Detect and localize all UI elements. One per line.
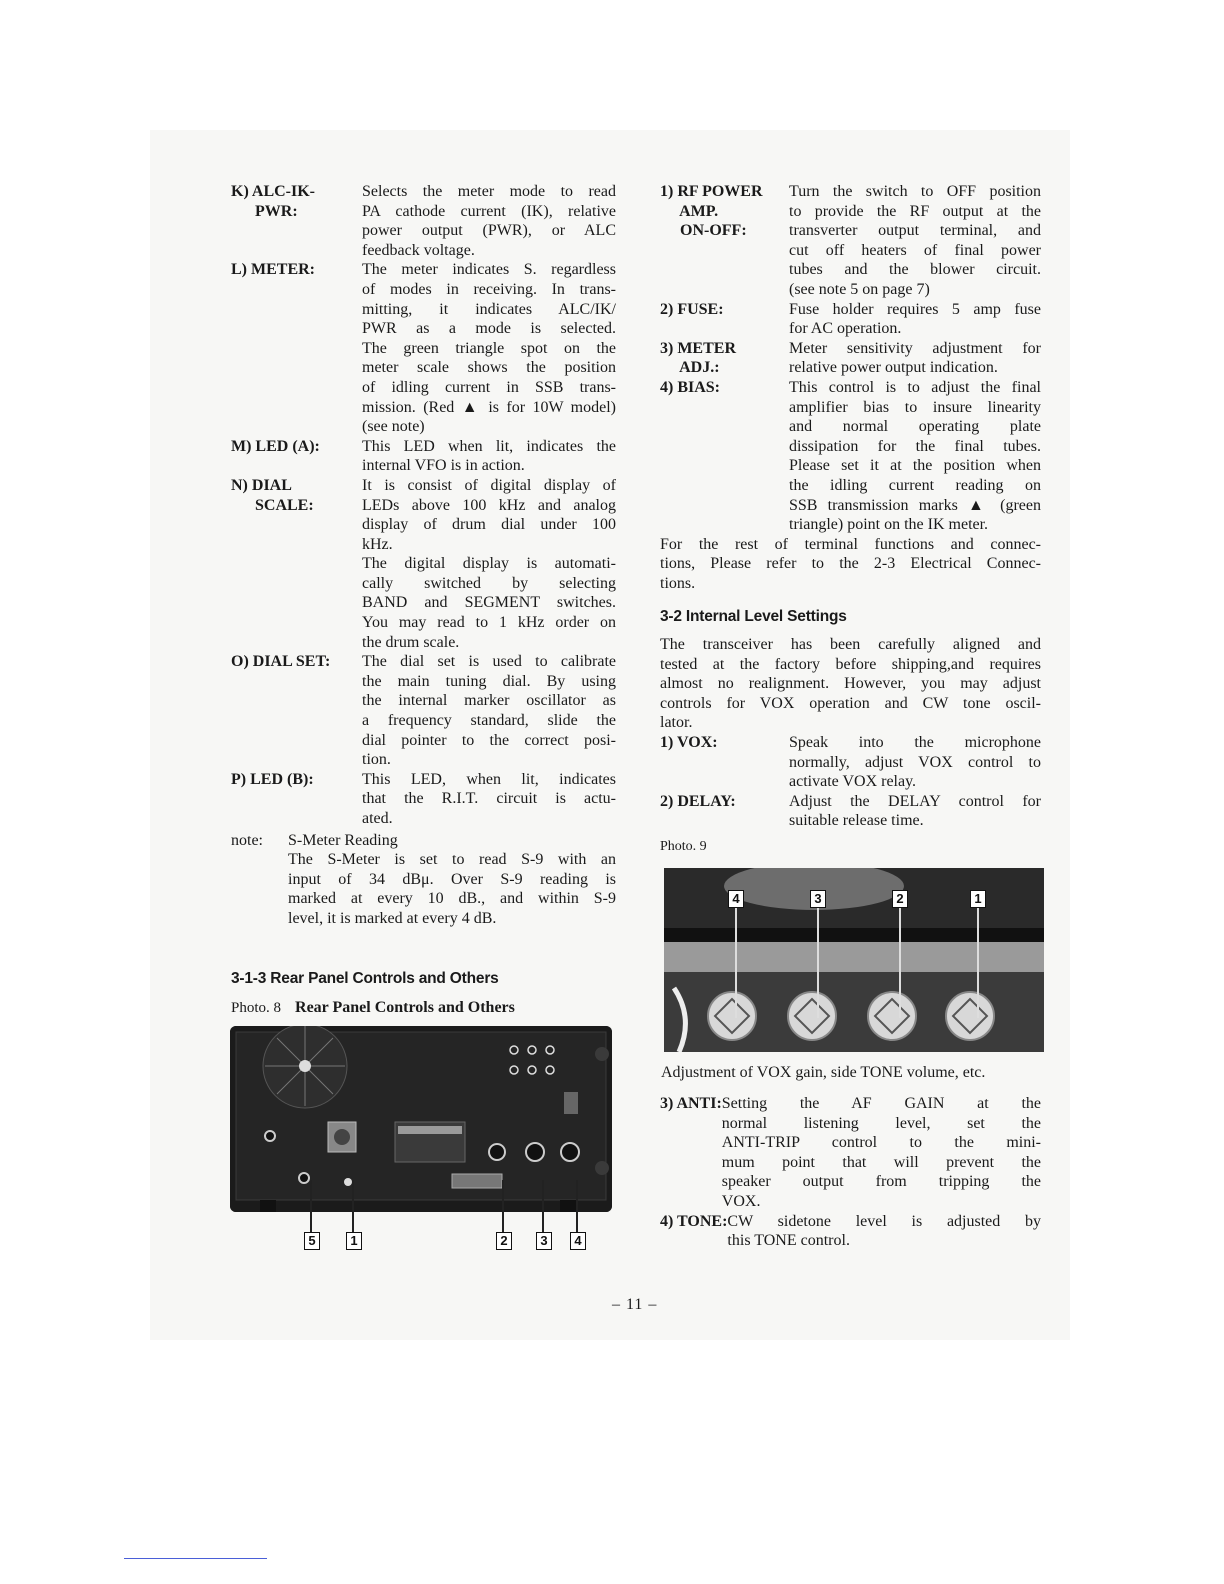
description-line: internal VFO is in action. <box>362 457 525 475</box>
term-line: ADJ.: <box>660 359 720 377</box>
right-item <box>660 1094 1041 1212</box>
left-item <box>231 770 616 829</box>
photo9-callout-1: 1 <box>970 890 986 908</box>
description-line: The green triangle spot on the <box>362 339 616 357</box>
description-line: power output (PWR), or ALC <box>362 222 616 240</box>
right-description <box>722 1094 1041 1212</box>
right-definition-list-2 <box>660 733 1041 831</box>
paragraph-line: tions. <box>660 574 696 592</box>
right-column <box>660 182 1041 857</box>
section-heading-internal-level: 3-2 Internal Level Settings <box>660 608 847 626</box>
right-description <box>727 1212 1041 1251</box>
photo8-callout-1: 1 <box>346 1232 362 1250</box>
paragraph-line: tions, Please refer to the 2-3 Electrical Connec- <box>660 555 1041 573</box>
term-line: N) DIAL <box>231 476 292 494</box>
description-line: The dial set is used to calibrate <box>362 653 616 671</box>
note-text <box>288 850 616 928</box>
right-definition-list-3 <box>660 1094 1041 1251</box>
note-label: note: <box>231 831 263 849</box>
photo9-caption: Adjustment of VOX gain, side TONE volume, etc. <box>661 1064 986 1081</box>
right-item <box>660 339 1041 378</box>
right-item <box>660 1212 1041 1251</box>
description-line: kHz. <box>362 535 393 553</box>
description-line: Adjust the DELAY control for <box>789 792 1041 810</box>
description-line: the idling current reading on <box>789 476 1041 494</box>
left-definition-list <box>231 182 616 829</box>
description-line: dissipation for the final tubes. <box>789 437 1041 455</box>
description-line: (see note) <box>362 418 425 436</box>
note-line: The S-Meter is set to read S-9 with an <box>288 851 616 869</box>
right-term <box>660 1094 722 1212</box>
section-heading-rear-panel: 3-1-3 Rear Panel Controls and Others <box>231 969 499 987</box>
description-line: This LED when lit, indicates the <box>362 437 616 455</box>
internal-controls-illustration <box>664 868 1044 1052</box>
description-line: normally, adjust VOX control to <box>789 753 1041 771</box>
description-line: mitting, it indicates ALC/IK/ <box>362 300 616 318</box>
description-line: meter scale shows the position <box>362 359 616 377</box>
paragraph-line: controls for VOX operation and CW tone oscil- <box>660 694 1041 712</box>
right-description <box>789 378 1041 535</box>
description-line: This LED, when lit, indicates <box>362 770 616 788</box>
right-item <box>660 733 1041 792</box>
description-line: that the R.I.T. circuit is actu- <box>362 790 616 808</box>
photo9-callout-3: 3 <box>810 890 826 908</box>
term-line: 1) VOX: <box>660 734 718 752</box>
term-line: 1) RF POWER <box>660 183 763 200</box>
description-line: a frequency standard, slide the <box>362 712 616 730</box>
paragraph-line: almost no realignment. However, you may adjust <box>660 675 1041 693</box>
left-item <box>231 182 616 260</box>
photo9-callout-4: 4 <box>728 890 744 908</box>
description-line: (see note 5 on page 7) <box>789 280 930 298</box>
description-line: Setting the AF GAIN at the <box>721 1095 1041 1112</box>
description-line: mission. (Red ▲ is for 10W model) <box>362 398 616 416</box>
paragraph-line: tested at the factory before shipping,and requires <box>660 655 1041 673</box>
note-title: S-Meter Reading <box>288 831 398 849</box>
right-description <box>789 182 1041 300</box>
description-line: The digital display is automati- <box>362 555 616 573</box>
description-line: relative power output indication. <box>789 359 998 377</box>
callout-leader-line <box>817 908 819 1018</box>
left-description <box>362 476 616 652</box>
left-description <box>362 437 616 476</box>
description-line: LEDs above 100 kHz and analog <box>362 496 616 514</box>
term-line: AMP. <box>660 202 719 220</box>
right-column-bottom <box>660 1094 1041 1251</box>
description-line: for AC operation. <box>789 320 902 338</box>
right-description <box>789 300 1041 339</box>
description-line: It is consist of digital display of <box>362 476 616 494</box>
left-term <box>231 476 362 652</box>
description-line: speaker output from tripping the <box>721 1173 1041 1191</box>
description-line: amplifier bias to insure linearity <box>789 398 1041 416</box>
right-definition-list <box>660 182 1041 535</box>
left-term <box>231 260 362 436</box>
term-line: 2) FUSE: <box>660 300 724 318</box>
internal-controls-photo <box>664 868 1044 1052</box>
description-line: Fuse holder requires 5 amp fuse <box>789 300 1041 318</box>
term-line: M) LED (A): <box>231 437 320 455</box>
term-line: O) DIAL SET: <box>231 653 331 671</box>
description-line: Please set it at the position when <box>789 457 1041 475</box>
callout-leader-line <box>977 908 979 1018</box>
right-term <box>660 378 789 535</box>
callout-leader-line <box>735 908 737 1018</box>
left-item <box>231 476 616 652</box>
description-line: of modes in receiving. In trans- <box>362 280 616 298</box>
right-description <box>789 792 1041 831</box>
left-item <box>231 652 616 770</box>
term-line: K) ALC-IK- <box>231 183 315 200</box>
photo9-label: Photo. 9 <box>660 839 707 854</box>
right-description <box>789 339 1041 378</box>
description-line: CW sidetone level is adjusted by <box>727 1212 1041 1230</box>
photo8-label: Photo. 8 <box>231 1000 282 1017</box>
right-item <box>660 300 1041 339</box>
description-line: BAND and SEGMENT switches. <box>362 594 616 612</box>
left-item <box>231 260 616 436</box>
right-item <box>660 378 1041 535</box>
callout-leader-line <box>576 1180 578 1232</box>
rear-panel-photo <box>230 1026 612 1212</box>
note-line: input of 34 dBμ. Over S-9 reading is <box>288 870 616 888</box>
description-line: display of drum dial under 100 <box>362 516 616 534</box>
left-column <box>231 182 616 1019</box>
callout-leader-line <box>502 1180 504 1232</box>
right-term <box>660 300 789 339</box>
description-line: PA cathode current (IK), relative <box>362 202 616 220</box>
paragraph-line: lator. <box>660 714 693 732</box>
right-term <box>660 1212 727 1251</box>
note-block <box>231 831 616 929</box>
left-description <box>362 770 616 829</box>
left-term <box>231 770 362 829</box>
description-line: the main tuning dial. By using <box>362 672 616 690</box>
note-line: level, it is marked at every 4 dB. <box>288 909 497 927</box>
description-line: tubes and the blower circuit. <box>789 261 1041 279</box>
description-line: Selects the meter mode to read <box>362 183 616 200</box>
right-item <box>660 792 1041 831</box>
description-line: activate VOX relay. <box>789 773 917 791</box>
term-line: L) METER: <box>231 261 315 279</box>
description-line: Speak into the microphone <box>789 734 1041 752</box>
right-item <box>660 182 1041 300</box>
left-item <box>231 437 616 476</box>
page-number: – 11 – <box>612 1296 658 1313</box>
right-term <box>660 182 789 300</box>
description-line: ated. <box>362 810 393 827</box>
description-line: Turn the switch to OFF position <box>789 183 1041 200</box>
term-line: 4) BIAS: <box>660 378 721 396</box>
description-line: of idling current in SSB trans- <box>362 378 616 396</box>
description-line: cally switched by selecting <box>362 574 616 592</box>
left-description <box>362 182 616 260</box>
description-line: This control is to adjust the final <box>789 378 1041 396</box>
description-line: Meter sensitivity adjustment for <box>789 339 1041 357</box>
description-line: VOX. <box>721 1192 761 1210</box>
left-term <box>231 652 362 770</box>
description-line: to provide the RF output at the <box>789 202 1041 220</box>
description-line: cut off heaters of final power <box>789 241 1041 259</box>
photo8-callout-4: 4 <box>570 1232 586 1250</box>
description-line: SSB transmission marks ▲ (green <box>789 496 1041 514</box>
callout-leader-line <box>352 1180 354 1232</box>
left-term <box>231 182 362 260</box>
description-line: tion. <box>362 751 391 769</box>
description-line: You may read to 1 kHz order on <box>362 614 616 632</box>
description-line: normal listening level, set the <box>721 1114 1041 1132</box>
internal-level-intro <box>660 635 1041 733</box>
right-term <box>660 339 789 378</box>
photo8-callout-3: 3 <box>536 1232 552 1250</box>
description-line: this TONE control. <box>727 1232 850 1250</box>
description-line: The meter indicates S. regardless <box>362 261 616 279</box>
description-line: PWR as a mode is selected. <box>362 320 616 338</box>
paragraph-line: For the rest of terminal functions and connec- <box>660 535 1041 553</box>
description-line: mum point that will prevent the <box>721 1153 1041 1171</box>
rear-panel-illustration <box>230 1026 612 1212</box>
term-line: 4) TONE: <box>660 1212 728 1230</box>
term-line: P) LED (B): <box>231 770 314 788</box>
term-line: PWR: <box>231 202 298 220</box>
description-line: the internal marker oscillator as <box>362 692 616 710</box>
description-line: dial pointer to the correct posi- <box>362 731 616 749</box>
photo8-callout-2: 2 <box>496 1232 512 1250</box>
photo8-callout-5: 5 <box>304 1232 320 1250</box>
note-line: marked at every 10 dB., and within S-9 <box>288 890 616 908</box>
paragraph-line: The transceiver has been carefully aligned and <box>660 636 1041 654</box>
photo8-caption <box>231 998 616 1019</box>
description-line: feedback voltage. <box>362 241 475 259</box>
description-line: the drum scale. <box>362 633 460 651</box>
callout-leader-line <box>542 1180 544 1232</box>
term-line: 3) ANTI: <box>660 1095 722 1112</box>
right-term <box>660 733 789 792</box>
rest-of-terminals-paragraph <box>660 535 1041 594</box>
right-description <box>789 733 1041 792</box>
term-line: ON-OFF: <box>660 222 747 240</box>
description-line: transverter output terminal, and <box>789 222 1041 240</box>
callout-leader-line <box>899 908 901 1018</box>
description-line: and normal operating plate <box>789 418 1041 436</box>
photo8-title: Rear Panel Controls and Others <box>295 999 515 1017</box>
description-line: triangle) point on the IK meter. <box>789 516 989 534</box>
footer-link-line <box>124 1558 267 1559</box>
callout-leader-line <box>310 1180 312 1232</box>
left-term <box>231 437 362 476</box>
term-line: 3) METER <box>660 339 736 357</box>
right-term <box>660 792 789 831</box>
photo9-callout-2: 2 <box>892 890 908 908</box>
left-description <box>362 260 616 436</box>
term-line: SCALE: <box>231 496 314 514</box>
description-line: suitable release time. <box>789 812 924 830</box>
left-description <box>362 652 616 770</box>
description-line: ANTI-TRIP control to the mini- <box>721 1134 1041 1152</box>
term-line: 2) DELAY: <box>660 792 736 810</box>
